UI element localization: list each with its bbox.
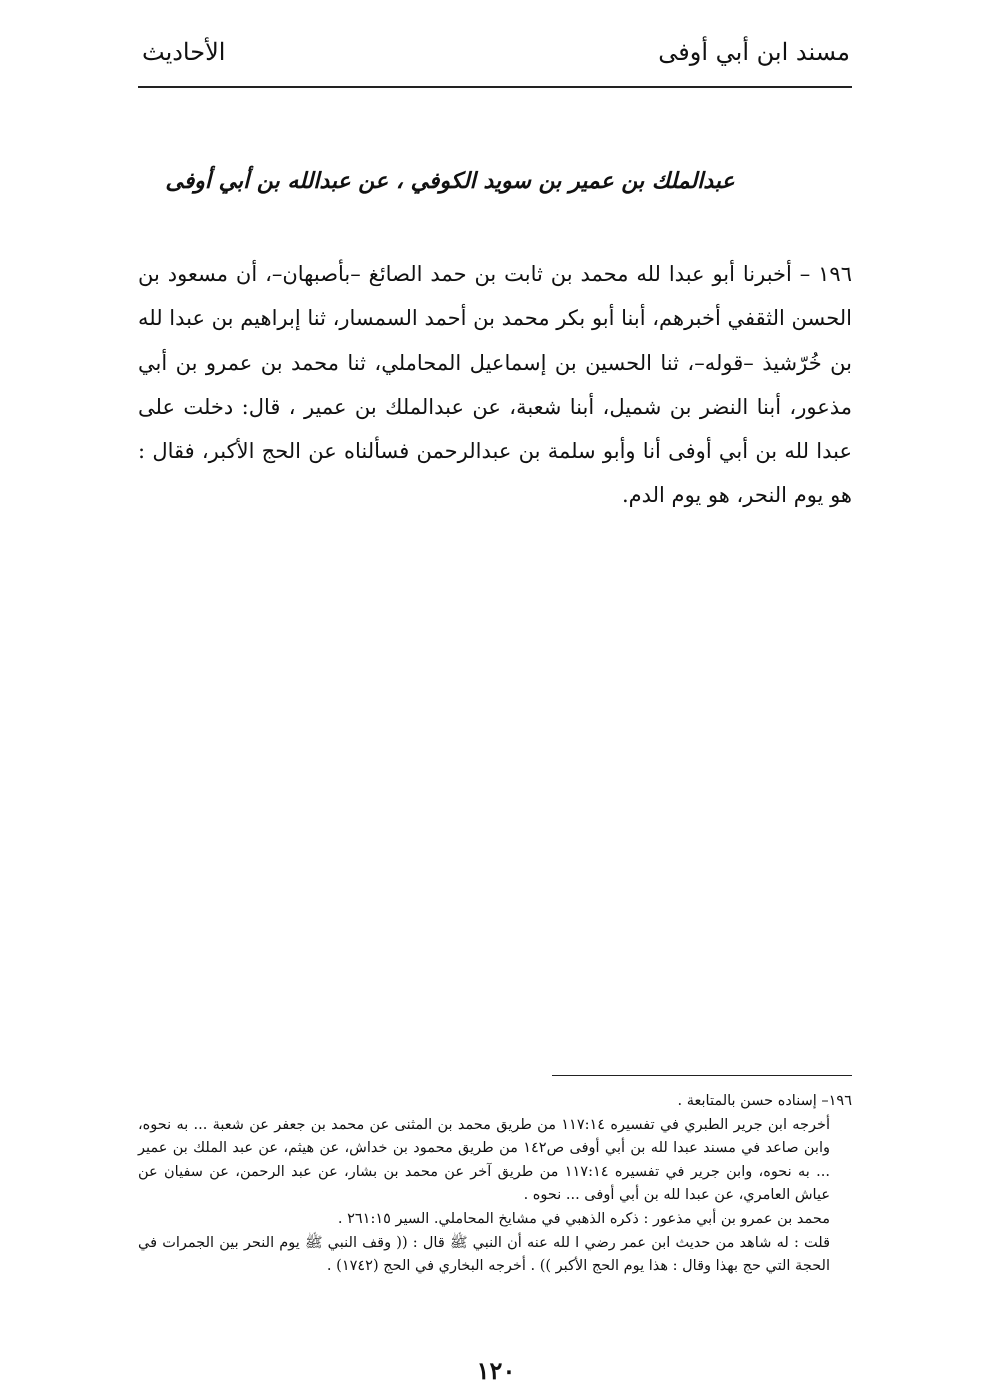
running-header-section-title: الأحاديث <box>142 38 226 66</box>
footnote-grade: ١٩٦– إسناده حسن بالمتابعة . <box>677 1093 852 1109</box>
running-header-book-title: مسند ابن أبي أوفى <box>658 38 850 66</box>
footnote-takhrij: أخرجه ابن جرير الطبري في تفسيره ١١٧:١٤ من طريق محمد بن المثنى عن محمد بن جعفر عن شعبة ... به نحوه، وابن صاعد في مسند عبدا لله بن أبي أوفى ص١٤٢ من طريق محمود بن خداش، عن هيثم، عن عبد الملك بن عمير ... به نحوه، وابن جرير في تفسيره ١١٧:١٤ من طريق آخر عن محمد بن بشار، عن عبد الرحمن، عن سفيان عن عياش العامري، عن عبدا لله بن أبي أوفى ... نحوه . <box>138 1116 830 1204</box>
footnotes <box>138 1090 852 1279</box>
page-number: ١٢٠ <box>476 1356 516 1385</box>
chapter-heading: عبدالملك بن عمير بن سويد الكوفي ، عن عبدالله بن أبي أوفى <box>165 168 735 194</box>
hadith-text: ١٩٦ – أخبرنا أبو عبدا لله محمد بن ثابت بن حمد الصائغ –بأصبهان–، أن مسعود بن الحسن الثقفي أخبرهم، أبنا أبو بكر محمد بن أحمد السمسار، ثنا إبراهيم بن عبدا لله بن خُرّشيذ –قوله–، ثنا الحسين بن إسماعيل المحاملي، ثنا محمد بن عمرو بن أبي مذعور، أبنا النضر بن شميل، أبنا شعبة، عن عبدالملك بن عمير ، قال: دخلت على عبدا لله بن أبي أوفى أنا وأبو سلمة بن عبدالرحمن فسألناه عن الحج الأكبر، فقال : هو يوم النحر، هو يوم الدم. <box>138 262 852 508</box>
footnote-narrator: محمد بن عمرو بن أبي مذعور : ذكره الذهبي في مشايخ المحاملي. السير ٢٦١:١٥ . <box>337 1210 830 1227</box>
footnote-divider <box>552 1075 852 1076</box>
footnote-witness: قلت : له شاهد من حديث ابن عمر رضي ا لله عنه أن النبي ﷺ قال : (( وقف النبي ﷺ يوم النحر بين الجمرات في الحجة التي حج بهذا وقال : هذا يوم الحج الأكبر )) . أخرجه البخاري في الحج (١٧٤٢) . <box>138 1234 830 1275</box>
header-divider <box>138 86 852 88</box>
